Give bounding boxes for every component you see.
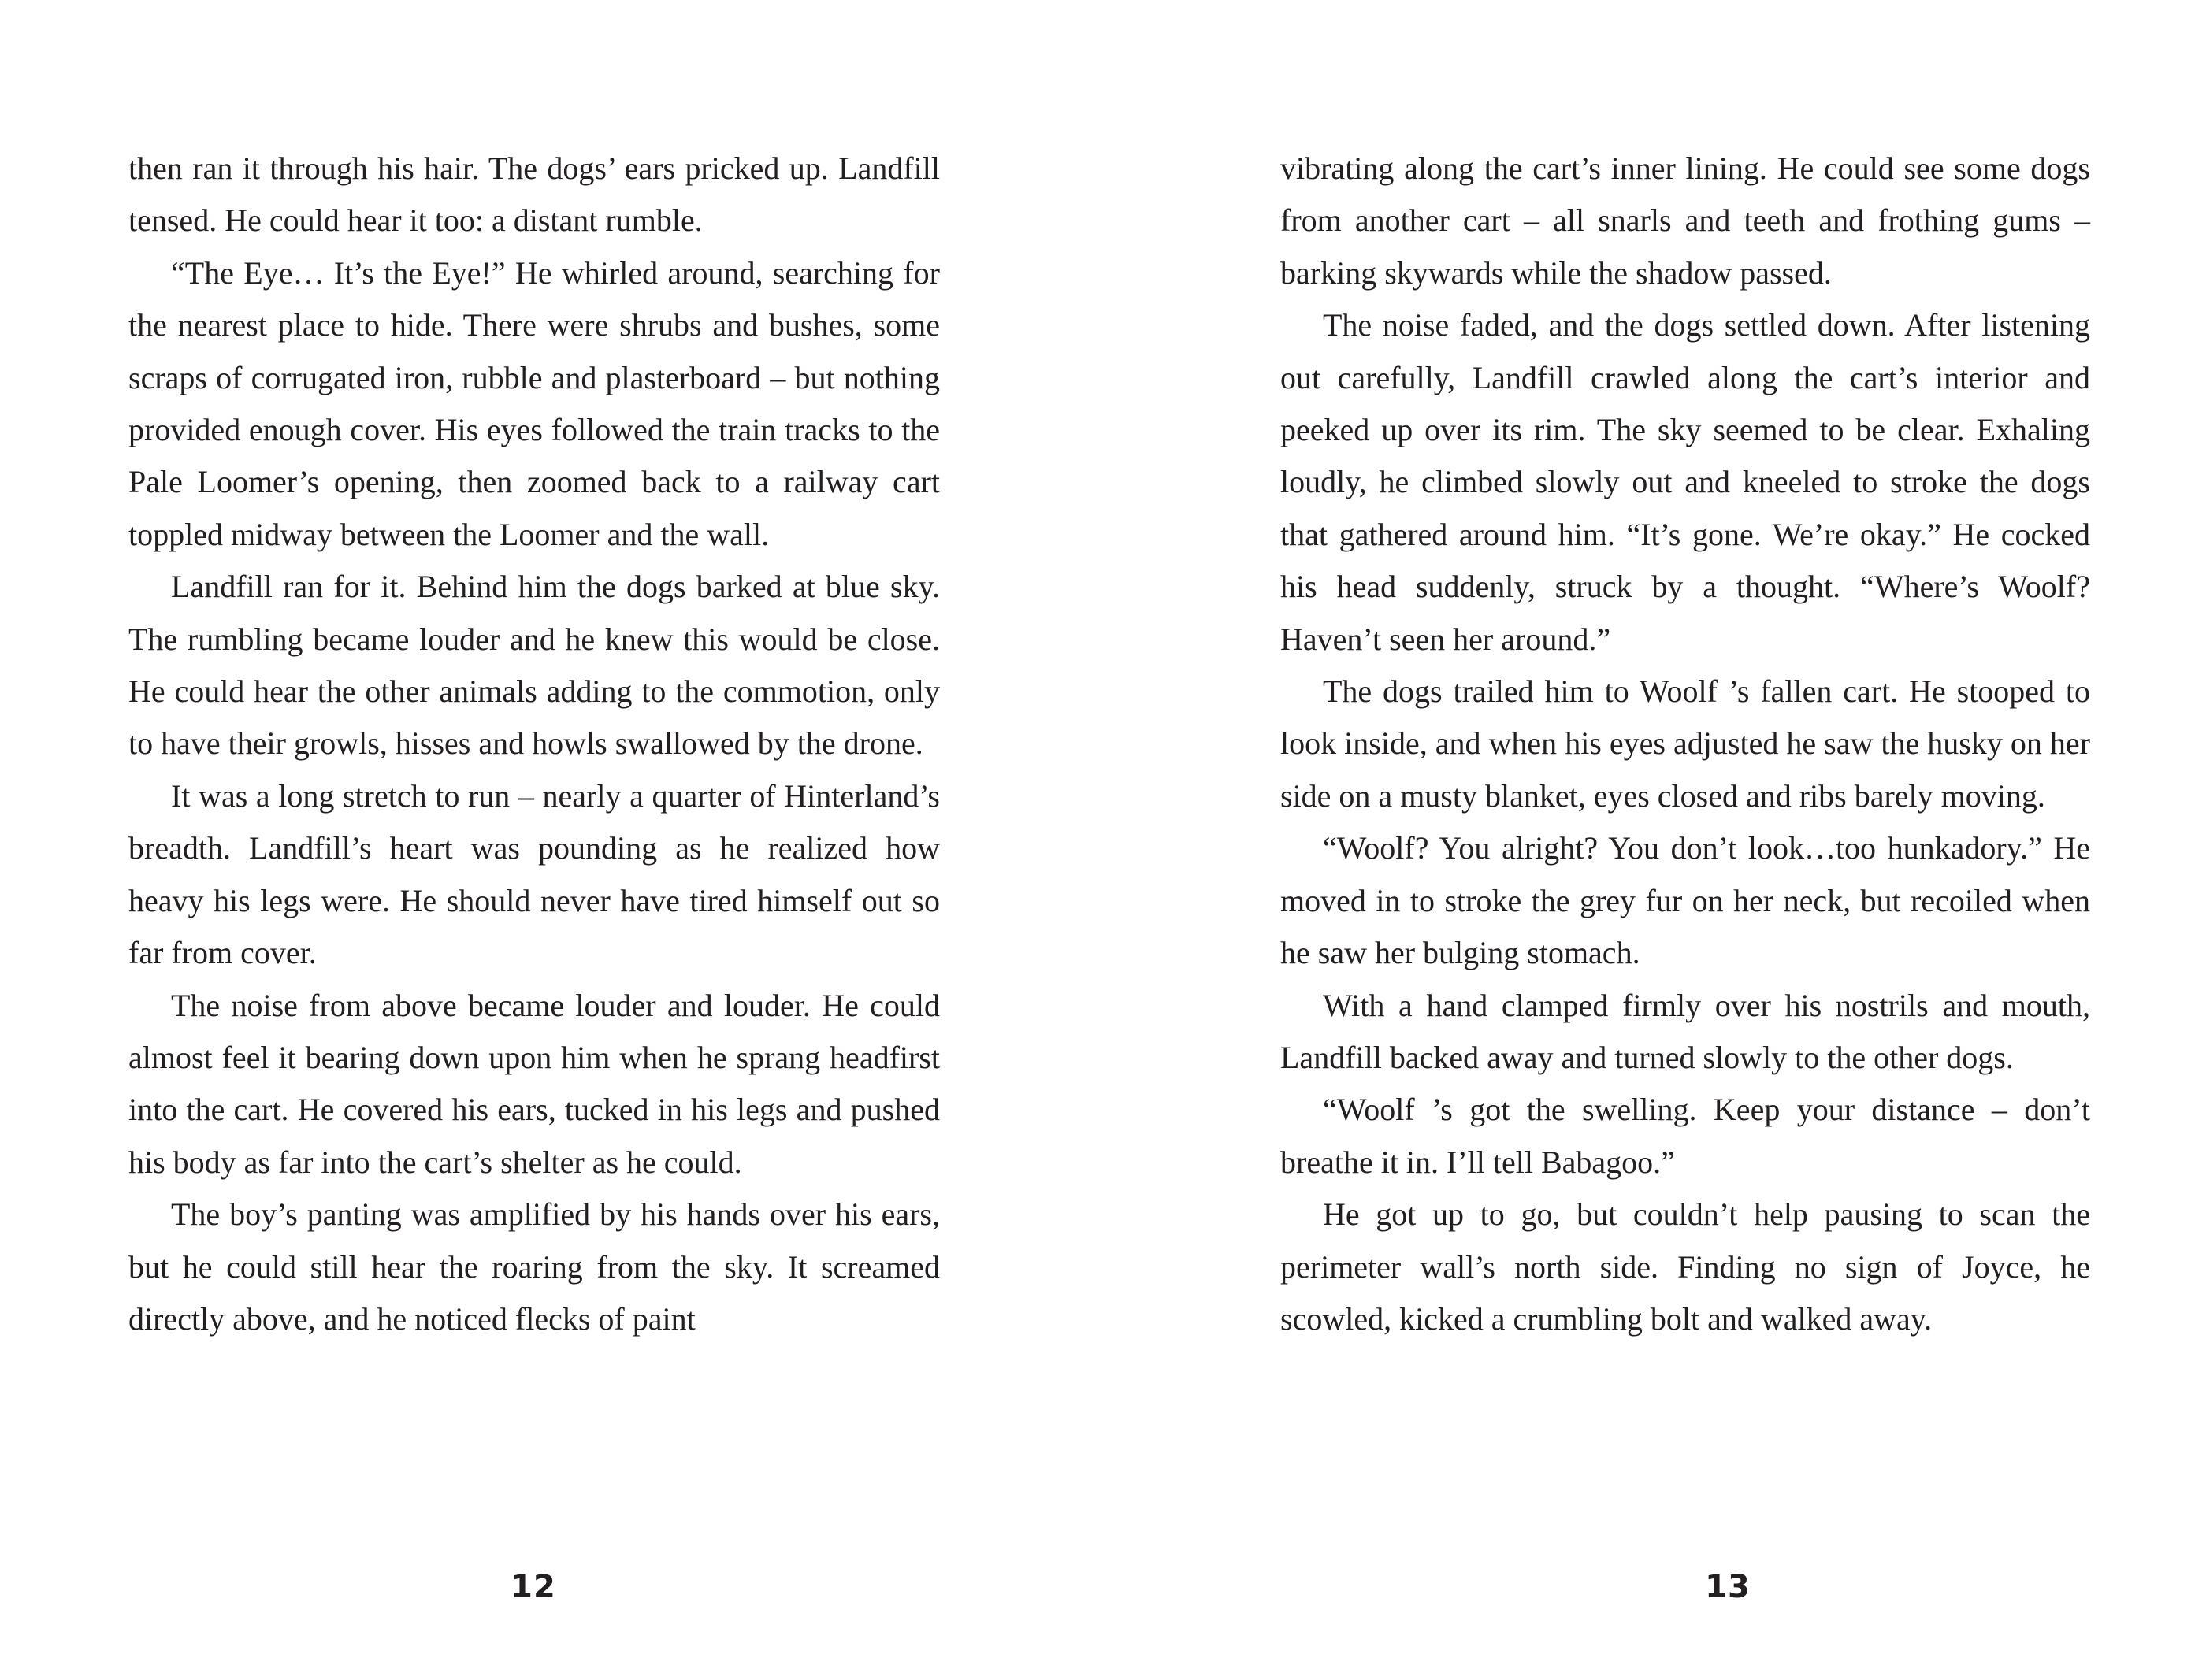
paragraph: The noise faded, and the dogs settled down. After listening out carefully, Landfill crawled along the cart’s interior and peeked up over its rim. The sky seemed to be clear. Exhaling loudly, he climbed slowly out and kneeled to stroke the dogs that gathered around him. “It’s gone. We’re okay.” He cocked his head suddenly, struck by a thought. “Where’s Woolf? Haven’t seen her around.” — [1280, 307, 2090, 657]
paragraph: The dogs trailed him to Woolf ’s fallen cart. He stooped to look inside, and when his eyes adjusted he saw the husky on her side on a musty blanket, eyes closed and ribs barely moving. — [1280, 673, 2090, 814]
paragraph: then ran it through his hair. The dogs’ ears pricked up. Landfill tensed. He could hear it too: a distant rumble. — [128, 150, 940, 239]
paragraph: He got up to go, but couldn’t help pausing to scan the perimeter wall’s north side. Finding no sign of Joyce, he scowled, kicked a crumbling bolt and walked away. — [1280, 1196, 2090, 1337]
right-page — [1103, 0, 2206, 1680]
paragraph: The noise from above became louder and louder. He could almost feel it bearing down upon him when he sprang headfirst into the cart. He covered his ears, tucked in his legs and pushed his body as far into the cart’s shelter as he could. — [128, 987, 940, 1180]
page-number-right: 13 — [1705, 1569, 1751, 1605]
page-number-left: 12 — [511, 1569, 556, 1605]
paragraph: Landfill ran for it. Behind him the dogs barked at blue sky. The rumbling became louder and he knew this would be close. He could hear the other animals adding to the commotion, only to have their growls, hisses and howls swallowed by the drone. — [128, 569, 940, 762]
paragraph: It was a long stretch to run – nearly a quarter of Hinterland’s breadth. Landfill’s heart was pounding as he realized how heavy his legs were. He should never have tired himself out so far from cover. — [128, 777, 940, 971]
paragraph: With a hand clamped firmly over his nostrils and mouth, Landfill backed away and turned slowly to the other dogs. — [1280, 987, 2090, 1075]
paragraph: “Woolf ’s got the swelling. Keep your distance – don’t breathe it in. I’ll tell Babagoo.” — [1280, 1092, 2090, 1180]
paragraph: The boy’s panting was amplified by his hands over his ears, but he could still hear the roaring from the sky. It screamed directly above, and he noticed flecks of paint — [128, 1196, 940, 1337]
paragraph: “Woolf? You alright? You don’t look…too hunkadory.” He moved in to stroke the grey fur on her neck, but recoiled when he saw her bulging stomach. — [1280, 830, 2090, 971]
paragraph: “The Eye… It’s the Eye!” He whirled around, searching for the nearest place to hide. There were shrubs and bushes, some scraps of corrugated iron, rubble and plasterboard – but nothing provided enough cover. His eyes followed the train tracks to the Pale Loomer’s opening, then zoomed back to a railway cart toppled midway between the Loomer and the wall. — [128, 254, 940, 552]
paragraph: vibrating along the cart’s inner lining. He could see some dogs from another cart – all snarls and teeth and frothing gums – barking skywards while the shadow passed. — [1280, 150, 2090, 291]
left-page-body-text — [128, 143, 940, 1345]
right-page-body-text — [1280, 143, 2090, 1345]
